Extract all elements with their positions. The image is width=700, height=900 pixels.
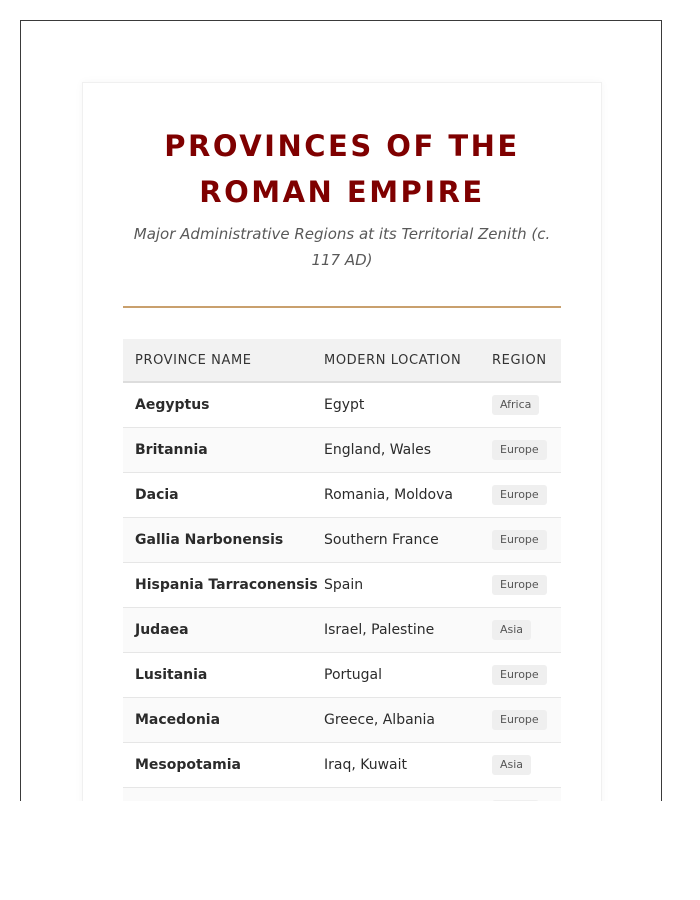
region-badge bbox=[492, 800, 539, 801]
region-badge: Europe bbox=[492, 710, 547, 730]
column-header-province: PROVINCE NAME bbox=[123, 339, 312, 382]
table-row-partial bbox=[123, 788, 561, 802]
region-badge: Europe bbox=[492, 440, 547, 460]
table-row bbox=[123, 743, 561, 788]
region-badge: Europe bbox=[492, 575, 547, 595]
region-cell bbox=[480, 518, 561, 563]
modern-location: Spain bbox=[312, 563, 480, 608]
province-name: Judaea bbox=[123, 608, 312, 653]
province-name: Aegyptus bbox=[123, 382, 312, 428]
region-cell bbox=[480, 698, 561, 743]
table-row bbox=[123, 382, 561, 428]
modern-location: Egypt bbox=[312, 382, 480, 428]
province-name: Mesopotamia bbox=[123, 743, 312, 788]
title-divider bbox=[123, 306, 561, 308]
page-subtitle: Major Administrative Regions at its Territorial Zenith (c. 117 AD) bbox=[133, 225, 551, 269]
region-badge: Asia bbox=[492, 755, 531, 775]
title-line-1: PROVINCES OF THE bbox=[164, 129, 520, 163]
modern-location: Southern France bbox=[312, 518, 480, 563]
table-row bbox=[123, 608, 561, 653]
modern-location: Portugal bbox=[312, 653, 480, 698]
region-badge: Europe bbox=[492, 530, 547, 550]
region-cell bbox=[480, 428, 561, 473]
table-header-row bbox=[123, 339, 561, 382]
table-row bbox=[123, 653, 561, 698]
table-row bbox=[123, 698, 561, 743]
title-line-2: ROMAN EMPIRE bbox=[199, 175, 485, 209]
modern-location: Greece, Albania bbox=[312, 698, 480, 743]
region-cell bbox=[480, 563, 561, 608]
table-row bbox=[123, 473, 561, 518]
table-row bbox=[123, 518, 561, 563]
region-cell bbox=[480, 382, 561, 428]
region-badge: Asia bbox=[492, 620, 531, 640]
page-title bbox=[83, 123, 601, 215]
province-name: Macedonia bbox=[123, 698, 312, 743]
region-badge: Europe bbox=[492, 665, 547, 685]
region-cell bbox=[480, 788, 561, 802]
region-cell bbox=[480, 653, 561, 698]
page-frame bbox=[20, 20, 662, 801]
provinces-table bbox=[123, 339, 561, 801]
province-name: Hispania Tarraconensis bbox=[123, 563, 312, 608]
provinces-card bbox=[82, 82, 602, 801]
modern-location: Israel, Palestine bbox=[312, 608, 480, 653]
modern-location: Romania, Moldova bbox=[312, 473, 480, 518]
province-name bbox=[123, 788, 312, 802]
modern-location: Iraq, Kuwait bbox=[312, 743, 480, 788]
table-row bbox=[123, 563, 561, 608]
province-name: Dacia bbox=[123, 473, 312, 518]
region-badge: Europe bbox=[492, 485, 547, 505]
column-header-location: MODERN LOCATION bbox=[312, 339, 480, 382]
province-name: Lusitania bbox=[123, 653, 312, 698]
modern-location bbox=[312, 788, 480, 802]
region-cell bbox=[480, 608, 561, 653]
region-cell bbox=[480, 743, 561, 788]
province-name: Gallia Narbonensis bbox=[123, 518, 312, 563]
province-name: Britannia bbox=[123, 428, 312, 473]
region-badge: Africa bbox=[492, 395, 539, 415]
table-row bbox=[123, 428, 561, 473]
column-header-region: REGION bbox=[480, 339, 561, 382]
region-cell bbox=[480, 473, 561, 518]
modern-location: England, Wales bbox=[312, 428, 480, 473]
